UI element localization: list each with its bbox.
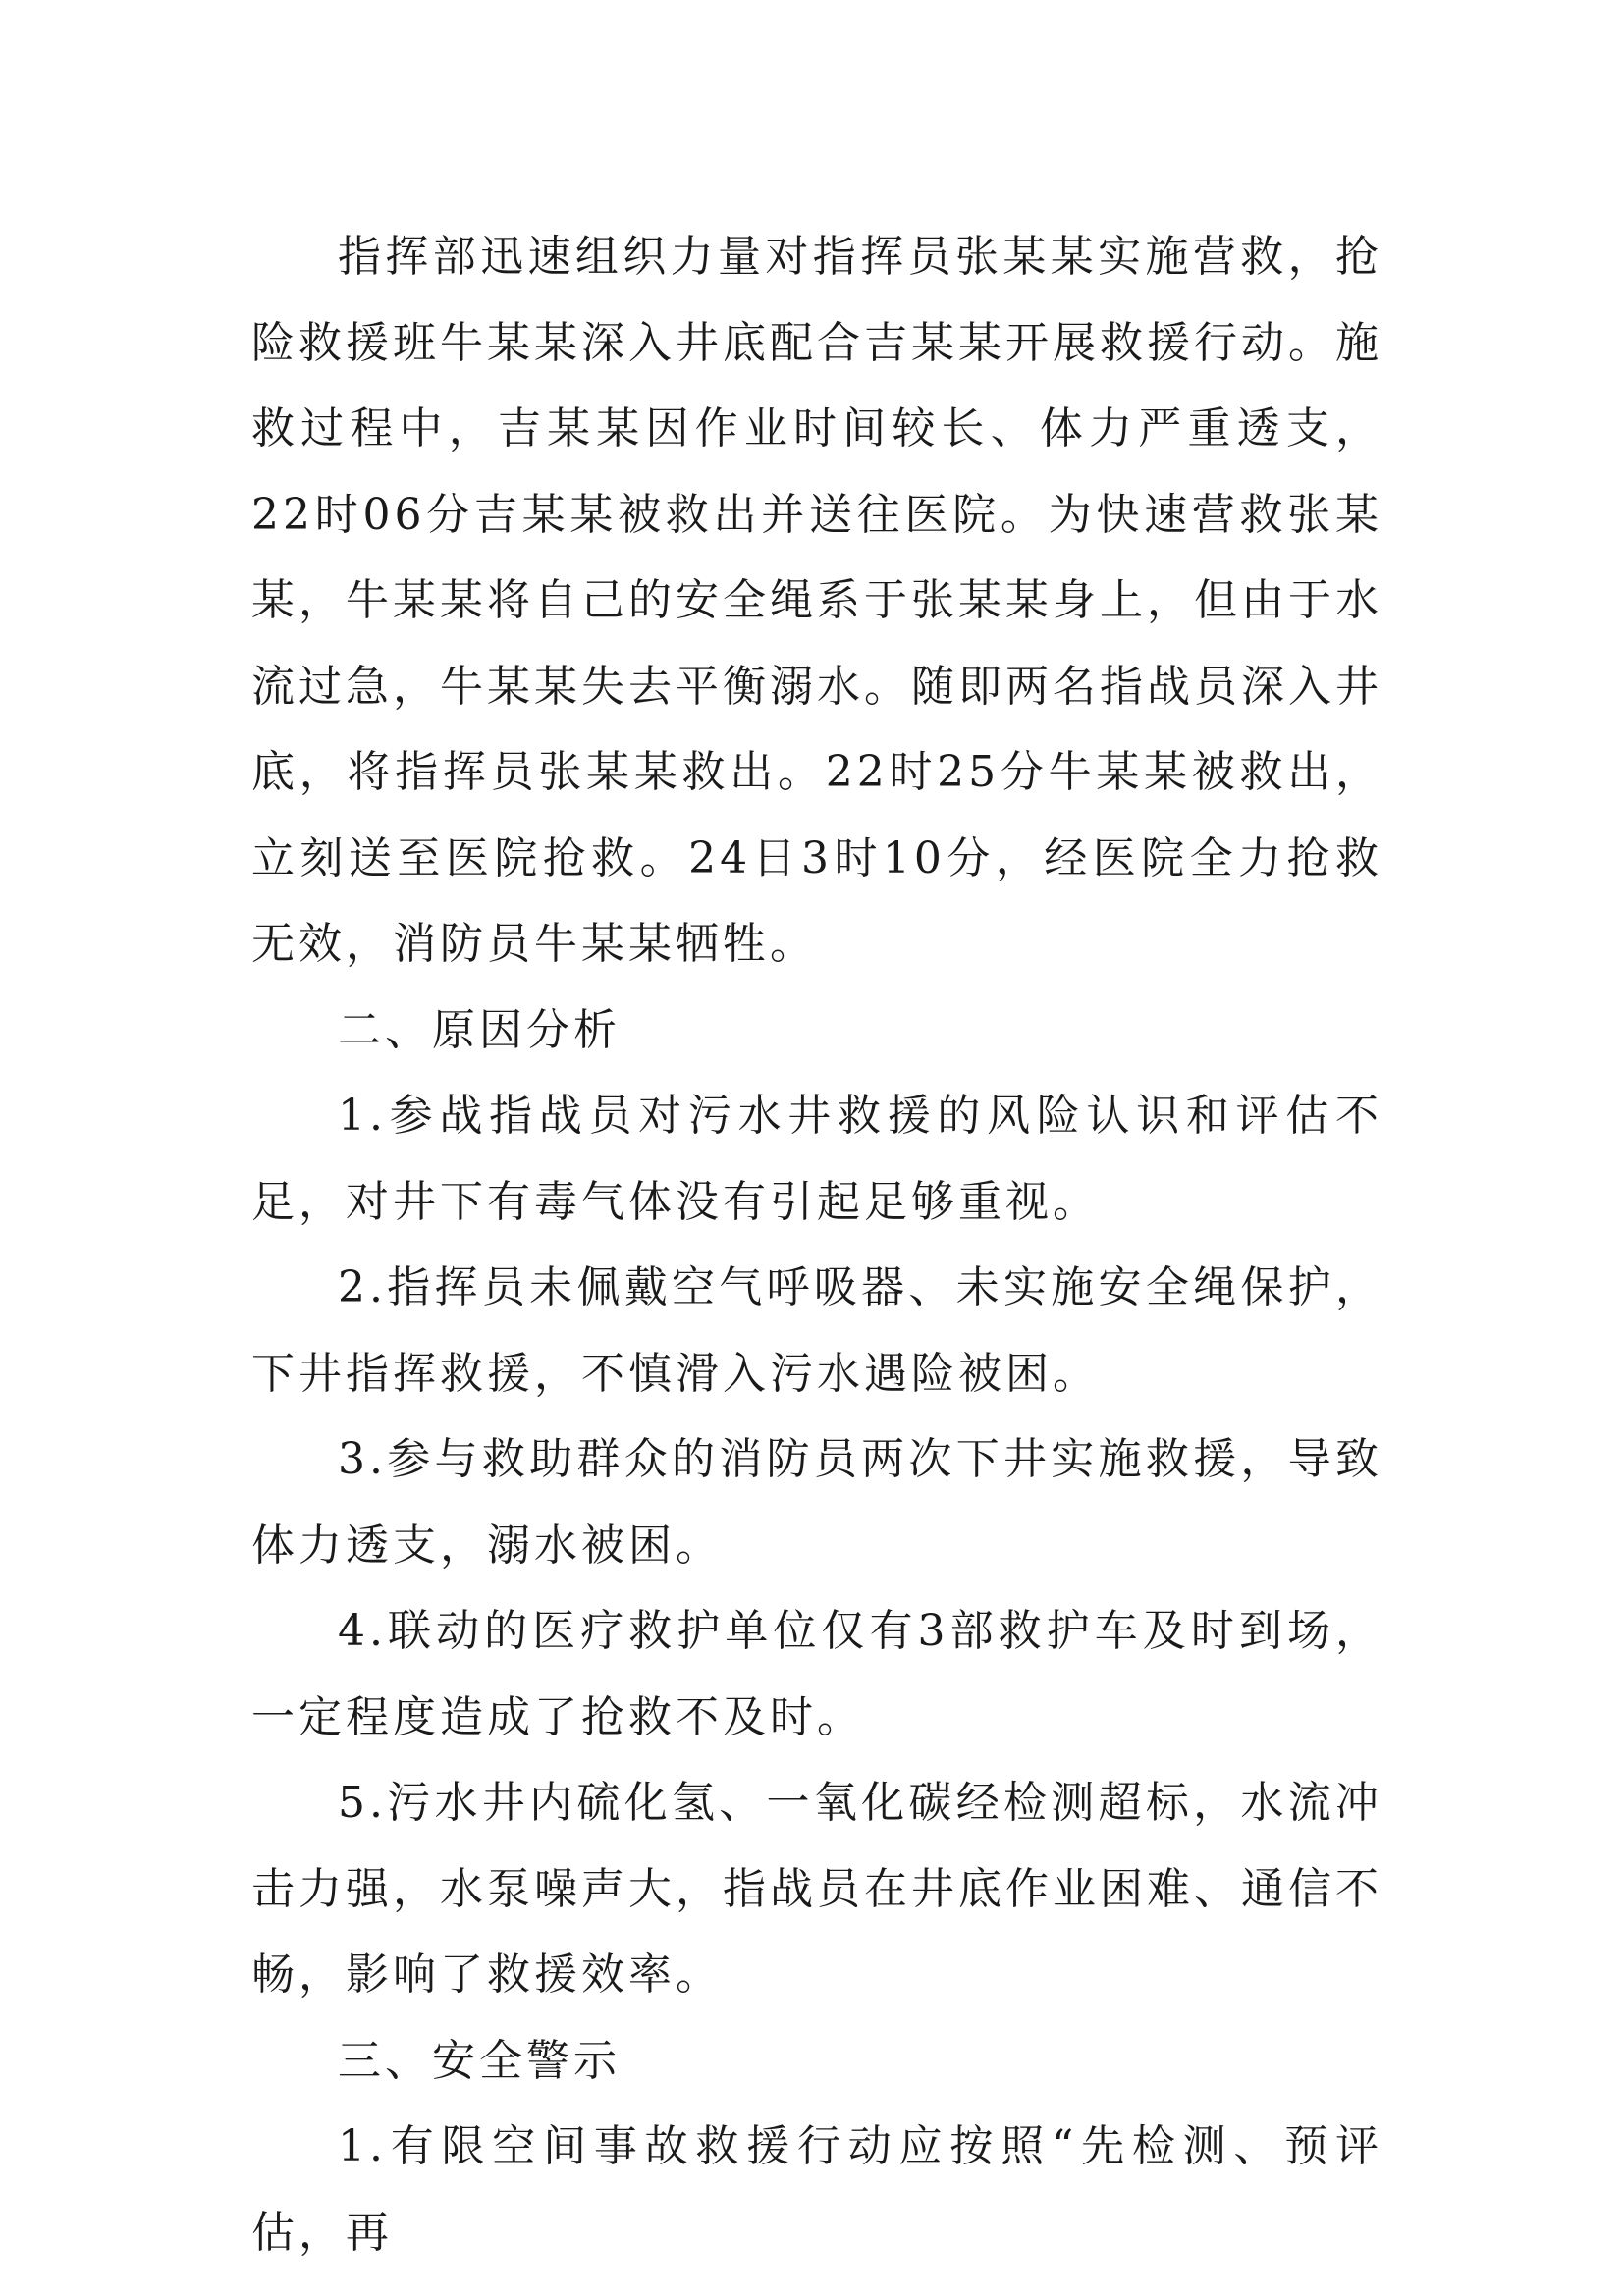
paragraph-warning-1: 1.有限空间事故救援行动应按照“先检测、预评估，再	[251, 2121, 1382, 2258]
paragraph-cause-5: 5.污水井内硫化氢、一氧化碳经检测超标，水流冲击力强，水泵噪声大，指战员在井底作业困难、通信不畅，影响了救援效率。	[251, 1778, 1382, 2000]
section-heading-cause-analysis: 二、原因分析	[338, 1004, 621, 1055]
paragraph-cause-1: 1.参战指战员对污水井救援的风险认识和评估不足，对井下有毒气体没有引起足够重视。	[251, 1091, 1382, 1227]
paragraph-cause-2: 2.指挥员未佩戴空气呼吸器、未实施安全绳保护，下井指挥救援，不慎滑入污水遇险被困。	[251, 1262, 1382, 1399]
document-body	[251, 214, 1382, 2275]
section-heading-safety-warning: 三、安全警示	[338, 2035, 621, 2086]
paragraph-rescue-process: 指挥部迅速组织力量对指挥员张某某实施营救，抢险救援班牛某某深入井底配合吉某某开展救援行动。施救过程中，吉某某因作业时间较长、体力严重透支，22时06分吉某某被救出并送往医院。为快速营救张某某，牛某某将自己的安全绳系于张某某身上，但由于水流过急，牛某某失去平衡溺水。随即两名指战员深入井底，将指挥员张某某救出。22时25分牛某某被救出，立刻送至医院抢救。24日3时10分，经医院全力抢救无效，消防员牛某某牺牲。	[251, 232, 1382, 969]
paragraph-cause-3: 3.参与救助群众的消防员两次下井实施救援，导致体力透支，溺水被困。	[251, 1434, 1382, 1571]
paragraph-cause-4: 4.联动的医疗救护单位仅有3部救护车及时到场，一定程度造成了抢救不及时。	[251, 1606, 1382, 1742]
